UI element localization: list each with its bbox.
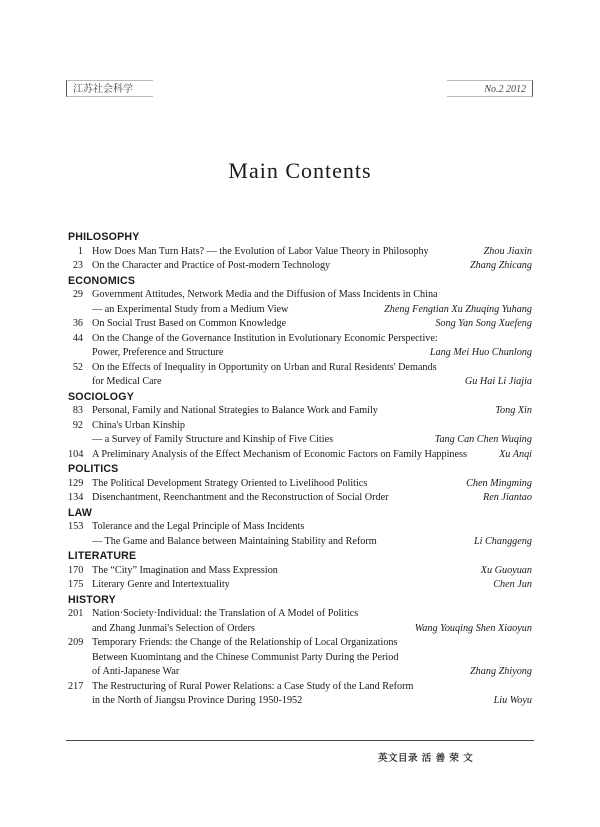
article-title: — an Experimental Study from a Medium View (92, 303, 289, 315)
article-authors: Chen Mingming (466, 477, 532, 489)
article-authors: Xu Guoyuan (480, 564, 532, 576)
toc-entry-line (68, 607, 532, 622)
toc-entry-line (68, 433, 532, 448)
article-authors: Ren Jiantao (483, 492, 532, 503)
article-title: Tolerance and the Legal Principle of Mass Incidents (92, 521, 305, 532)
footer-text: 英文目录 活 善 荣 文 (378, 753, 474, 764)
issue-box (447, 80, 533, 97)
table-of-contents (68, 230, 532, 709)
page-number: 201 (68, 608, 84, 619)
toc-entry-line (68, 520, 532, 535)
page-number: 129 (68, 477, 84, 489)
article-title: On the Change of the Governance Institution in Evolutionary Economic Perspective: (92, 332, 438, 344)
page-number: 134 (68, 492, 84, 503)
toc-entry-line (68, 680, 532, 695)
toc-entry-line (68, 317, 532, 332)
article-authors: Zheng Fengtian Xu Zhuqing Yuhang (384, 303, 532, 315)
toc-entry-line (68, 665, 532, 680)
toc-entry-line (68, 375, 532, 390)
toc-entry-line (68, 564, 532, 579)
page-number: 1 (77, 245, 83, 257)
page-number: 29 (72, 289, 83, 300)
article-title: On the Character and Practice of Post-modern Technology (92, 260, 331, 271)
page-title: Main Contents (228, 158, 372, 183)
toc-entry-line (68, 578, 532, 593)
section-heading: HISTORY (68, 593, 116, 606)
journal-name-box (66, 80, 153, 97)
toc-entry-line (68, 346, 532, 361)
article-authors: Li Changgeng (473, 535, 532, 547)
article-title: On the Effects of Inequality in Opportunity on Urban and Rural Residents' Demands (92, 361, 437, 373)
article-title: On Social Trust Based on Common Knowledge (92, 318, 287, 329)
article-authors: Zhou Jiaxin (483, 245, 532, 257)
article-authors: Lang Mei Huo Chunlong (429, 347, 532, 358)
article-title: China's Urban Kinship (92, 419, 185, 431)
page-number: 52 (72, 361, 83, 373)
page-number: 217 (68, 680, 84, 692)
section-heading: PHILOSOPHY (68, 231, 140, 243)
article-authors: Zhang Zhiyong (470, 666, 532, 677)
journal-name: 江苏社会科学 (73, 84, 133, 95)
page-number: 175 (68, 579, 84, 590)
article-title: The Political Development Strategy Oriented to Livelihood Politics (92, 477, 368, 489)
page-number: 44 (72, 332, 83, 344)
article-authors: Xu Anqi (499, 448, 532, 460)
toc-entry-line (68, 448, 532, 463)
page-number: 36 (72, 318, 83, 329)
toc-entry-line (68, 491, 532, 506)
page-number: 23 (72, 260, 83, 271)
toc-entry-line (68, 636, 532, 651)
article-title: Government Attitudes, Network Media and the Diffusion of Mass Incidents in China (92, 289, 438, 300)
toc-entry-line (68, 259, 532, 274)
footer-rule (66, 740, 534, 741)
article-authors: Tong Xin (495, 405, 532, 416)
toc-entry-line (68, 303, 532, 318)
page-number: 104 (68, 448, 84, 460)
page-number: 209 (68, 637, 84, 648)
toc-entry-line (68, 404, 532, 419)
section-heading: ECONOMICS (68, 274, 136, 287)
page-number: 83 (72, 405, 83, 416)
section-heading: LITERATURE (68, 550, 137, 562)
toc-entry-line (68, 622, 532, 637)
toc-entry-line (68, 361, 532, 376)
article-authors: Zhang Zhicang (470, 260, 532, 271)
page-number: 153 (68, 521, 84, 532)
section-heading: POLITICS (68, 463, 119, 475)
toc-entry-line (68, 694, 532, 709)
section-heading: SOCIOLOGY (68, 390, 134, 403)
toc-entry-line (68, 288, 532, 303)
article-title: in the North of Jiangsu Province During 1950-1952 (92, 695, 303, 706)
issue-number: No.2 2012 (484, 84, 526, 95)
toc-entry-line (68, 332, 532, 347)
article-title: Personal, Family and National Strategies to Balance Work and Family (92, 405, 378, 416)
article-title: The Restructuring of Rural Power Relations: a Case Study of the Land Reform (92, 680, 414, 692)
article-title: Temporary Friends: the Change of the Relationship of Local Organizations (92, 637, 398, 648)
article-title: for Medical Care (92, 376, 162, 387)
article-title: Power, Preference and Structure (92, 347, 224, 358)
article-title: of Anti-Japanese War (92, 666, 180, 677)
article-authors: Tang Can Chen Wuqing (434, 434, 532, 445)
article-title: Nation·Society·Individual: the Translation of A Model of Politics (92, 608, 359, 619)
article-title: and Zhang Junmai's Selection of Orders (92, 622, 255, 634)
toc-entry-line (68, 419, 532, 434)
article-title: — a Survey of Family Structure and Kinship of Five Cities (92, 434, 334, 445)
article-title: — The Game and Balance between Maintaining Stability and Reform (92, 535, 377, 547)
article-title: The “City” Imagination and Mass Expression (92, 564, 278, 576)
article-authors: Gu Hai Li Jiajia (464, 376, 532, 387)
article-authors: Wang Youqing Shen Xiaoyun (414, 622, 532, 634)
toc-entry-line (68, 245, 532, 260)
toc-entry-line (68, 651, 532, 666)
page-number: 92 (72, 419, 83, 431)
section-heading: LAW (68, 506, 93, 519)
toc-entry-line (68, 477, 532, 492)
article-title: How Does Man Turn Hats? — the Evolution of Labor Value Theory in Philosophy (92, 245, 429, 257)
article-title: A Preliminary Analysis of the Effect Mechanism of Economic Factors on Family Happiness (92, 448, 467, 460)
article-title: Disenchantment, Reenchantment and the Reconstruction of Social Order (92, 492, 389, 503)
article-authors: Liu Woyu (493, 695, 532, 706)
article-title: Literary Genre and Intertextuality (92, 579, 230, 590)
article-authors: Chen Jun (493, 579, 532, 590)
toc-entry-line (68, 535, 532, 550)
article-title: Between Kuomintang and the Chinese Communist Party During the Period (92, 651, 399, 663)
article-authors: Song Yan Song Xuefeng (435, 318, 532, 329)
page-number: 170 (68, 564, 84, 576)
